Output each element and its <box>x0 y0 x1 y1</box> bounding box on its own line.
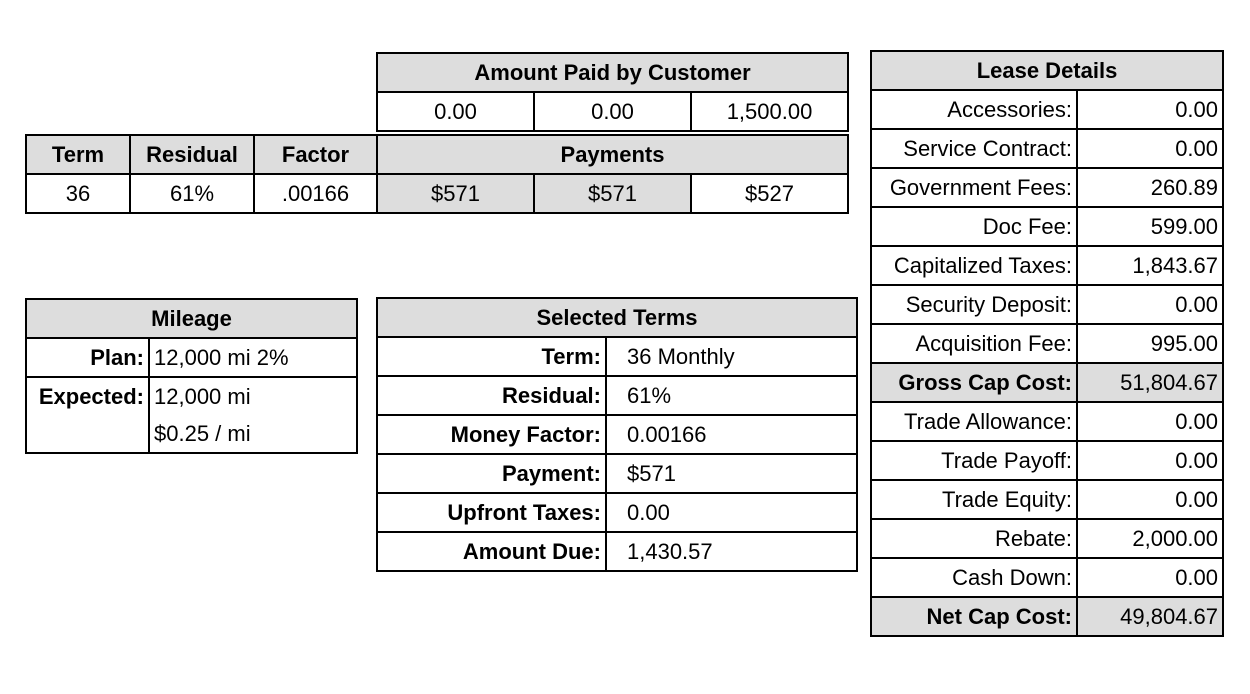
lease-gross-cap-cost-value: 51,804.67 <box>1077 363 1223 402</box>
lease-cash-down-value: 0.00 <box>1077 558 1223 597</box>
selected-amount-due-label: Amount Due: <box>377 532 606 571</box>
lease-security-deposit-value: 0.00 <box>1077 285 1223 324</box>
lease-trade-payoff-value: 0.00 <box>1077 441 1223 480</box>
lease-security-deposit-label: Security Deposit: <box>871 285 1077 324</box>
lease-net-cap-cost-label: Net Cap Cost: <box>871 597 1077 636</box>
lease-doc-fee-label: Doc Fee: <box>871 207 1077 246</box>
selected-payment-value: $571 <box>606 454 857 493</box>
factor-value: .00166 <box>254 174 377 213</box>
term-value: 36 <box>26 174 130 213</box>
selected-upfront-taxes-value: 0.00 <box>606 493 857 532</box>
mileage-title: Mileage <box>26 299 357 338</box>
lease-gross-cap-cost-label: Gross Cap Cost: <box>871 363 1077 402</box>
mileage-empty-cell <box>26 415 149 453</box>
lease-details-table <box>870 50 1224 637</box>
lease-capitalized-taxes-value: 1,843.67 <box>1077 246 1223 285</box>
amount-paid-value-3: 1,500.00 <box>691 92 848 131</box>
lease-trade-allowance-value: 0.00 <box>1077 402 1223 441</box>
term-header: Term <box>26 135 130 174</box>
selected-money-factor-label: Money Factor: <box>377 415 606 454</box>
amount-paid-value-1: 0.00 <box>377 92 534 131</box>
residual-value: 61% <box>130 174 254 213</box>
lease-capitalized-taxes-label: Capitalized Taxes: <box>871 246 1077 285</box>
lease-doc-fee-value: 599.00 <box>1077 207 1223 246</box>
selected-payment-label: Payment: <box>377 454 606 493</box>
selected-residual-value: 61% <box>606 376 857 415</box>
factor-header: Factor <box>254 135 377 174</box>
payments-header: Payments <box>377 135 848 174</box>
selected-amount-due-value: 1,430.57 <box>606 532 857 571</box>
selected-terms-table <box>376 297 858 572</box>
lease-acquisition-fee-label: Acquisition Fee: <box>871 324 1077 363</box>
mileage-plan-value: 12,000 mi 2% <box>149 338 357 377</box>
lease-net-cap-cost-value: 49,804.67 <box>1077 597 1223 636</box>
lease-government-fees-label: Government Fees: <box>871 168 1077 207</box>
lease-rebate-label: Rebate: <box>871 519 1077 558</box>
lease-trade-equity-value: 0.00 <box>1077 480 1223 519</box>
lease-trade-allowance-label: Trade Allowance: <box>871 402 1077 441</box>
payment-option-1[interactable]: $571 <box>377 174 534 213</box>
selected-residual-label: Residual: <box>377 376 606 415</box>
lease-government-fees-value: 260.89 <box>1077 168 1223 207</box>
selected-term-label: Term: <box>377 337 606 376</box>
mileage-expected-label: Expected: <box>26 377 149 415</box>
payment-option-3[interactable]: $527 <box>691 174 848 213</box>
mileage-expected-value: 12,000 mi <box>149 377 357 415</box>
lease-service-contract-label: Service Contract: <box>871 129 1077 168</box>
mileage-rate: $0.25 / mi <box>149 415 357 453</box>
selected-upfront-taxes-label: Upfront Taxes: <box>377 493 606 532</box>
amount-paid-title: Amount Paid by Customer <box>377 53 848 92</box>
lease-service-contract-value: 0.00 <box>1077 129 1223 168</box>
lease-accessories-value: 0.00 <box>1077 90 1223 129</box>
selected-terms-title: Selected Terms <box>377 298 857 337</box>
lease-accessories-label: Accessories: <box>871 90 1077 129</box>
lease-trade-payoff-label: Trade Payoff: <box>871 441 1077 480</box>
mileage-plan-label: Plan: <box>26 338 149 377</box>
term-payments-table <box>25 134 849 214</box>
selected-term-value: 36 Monthly <box>606 337 857 376</box>
lease-cash-down-label: Cash Down: <box>871 558 1077 597</box>
lease-acquisition-fee-value: 995.00 <box>1077 324 1223 363</box>
lease-details-title: Lease Details <box>871 51 1223 90</box>
residual-header: Residual <box>130 135 254 174</box>
selected-money-factor-value: 0.00166 <box>606 415 857 454</box>
amount-paid-table <box>376 52 849 132</box>
lease-rebate-value: 2,000.00 <box>1077 519 1223 558</box>
payment-option-2[interactable]: $571 <box>534 174 691 213</box>
amount-paid-value-2: 0.00 <box>534 92 691 131</box>
lease-trade-equity-label: Trade Equity: <box>871 480 1077 519</box>
mileage-table <box>25 298 358 454</box>
